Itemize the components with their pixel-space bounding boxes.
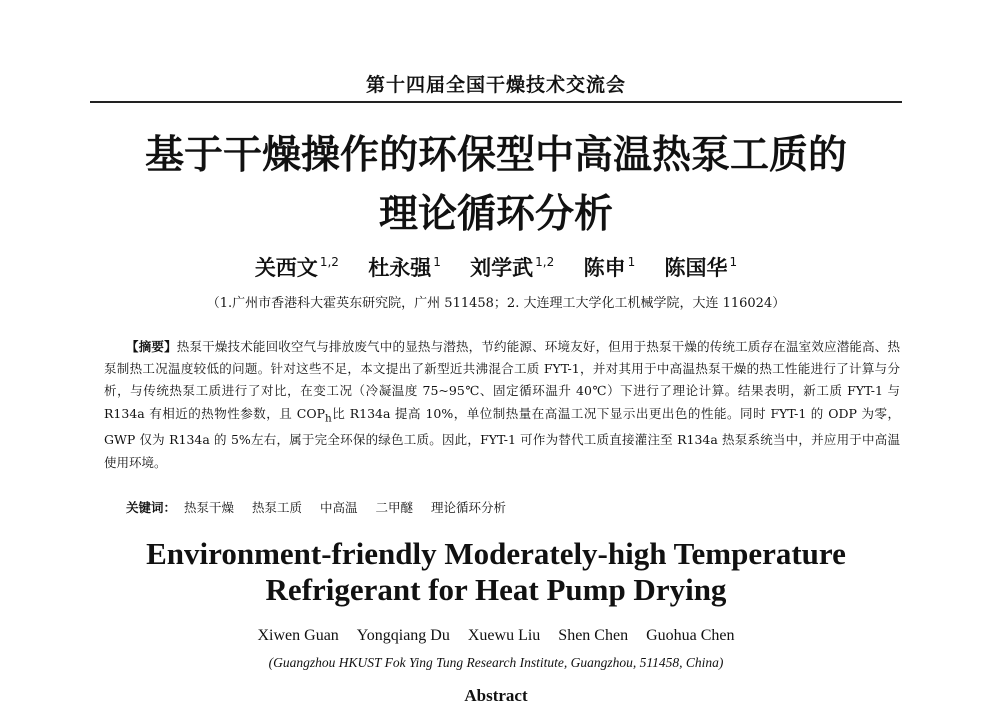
conference-header: 第十四届全国干燥技术交流会 (365, 74, 626, 96)
chinese-author: 陈申 $^1$ (583, 255, 636, 280)
abstract-label: 【摘要】 (126, 339, 177, 354)
chinese-keywords (126, 498, 906, 516)
header-rule (90, 101, 902, 103)
english-author: Yongqiang Du (356, 627, 450, 644)
chinese-title-line-1: 基于干燥操作的环保型中高温热泵工质的 (144, 133, 847, 178)
chinese-author: 杜永强 $^1$ (368, 255, 441, 280)
abstract-text-continued: 比 R134a 提高 10%，单位制热量在高温工况下显示出更出色的性能。同时 FYT-1 的 ODP 为零，GWP 仅为 R134a 的 5%左右，属于完全环保的绿色工质。因此，FYT-1 可作为替代工质直接灌注至 R134a 热泵系统当中，并应用于中高温使用环境。 (104, 405, 900, 470)
chinese-affiliation: （1.广州市香港科大霍英东研究院，广州 511458；2. 大连理工大学化工机械学院，大连 116024） (206, 296, 786, 311)
chinese-author: 陈国华 $^1$ (664, 255, 738, 280)
abstract-text: 热泵干燥技术能回收空气与排放废气中的显热与潜热，节约能源、环境友好，但用于热泵干燥的传统工质存在温室效应潜能高、热泵制热工况温度较低的问题。针对这些不足，本文提出了新型近共沸混合工质 FYT-1，并对其用于中高温热泵干燥的热工性能进行了计算与分析，与传统热泵工质进行了对比，在变工况（冷凝温度 75~95℃、固定循环温升 40℃）下进行了理论计算。结果表明，新工质 FYT-1 与 R134a 有相近的热物性参数，且 COP (104, 339, 900, 421)
english-abstract-heading: Abstract (464, 686, 528, 705)
keyword: 热泵工质 (252, 500, 303, 515)
keywords-label: 关键词： (126, 500, 177, 515)
chinese-abstract (104, 336, 900, 474)
chinese-title-line-2: 理论循环分析 (378, 192, 613, 237)
keyword: 热泵干燥 (184, 500, 235, 515)
english-affiliation: (Guangzhou HKUST Fok Ying Tung Research Institute, Guangzhou, 511458, China) (268, 655, 724, 670)
english-author: Guohua Chen (646, 627, 735, 644)
chinese-author: 刘学武 $^{1,2}$ (470, 255, 555, 280)
english-author: Xuewu Liu (467, 627, 541, 644)
chinese-author-list (90, 252, 902, 282)
english-title-line-1: Environment-friendly Moderately-high Temperature (146, 536, 846, 571)
keyword: 二甲醚 (375, 500, 414, 515)
english-title-line-2: Refrigerant for Heat Pump Drying (265, 572, 727, 607)
abstract-subscript: h (325, 412, 332, 425)
english-author: Xiwen Guan (257, 627, 339, 644)
english-author-list (90, 627, 902, 645)
english-author: Shen Chen (558, 627, 629, 644)
chinese-author: 关西文 $^{1,2}$ (254, 255, 339, 280)
keyword: 理论循环分析 (431, 500, 507, 515)
keyword: 中高温 (320, 500, 358, 515)
